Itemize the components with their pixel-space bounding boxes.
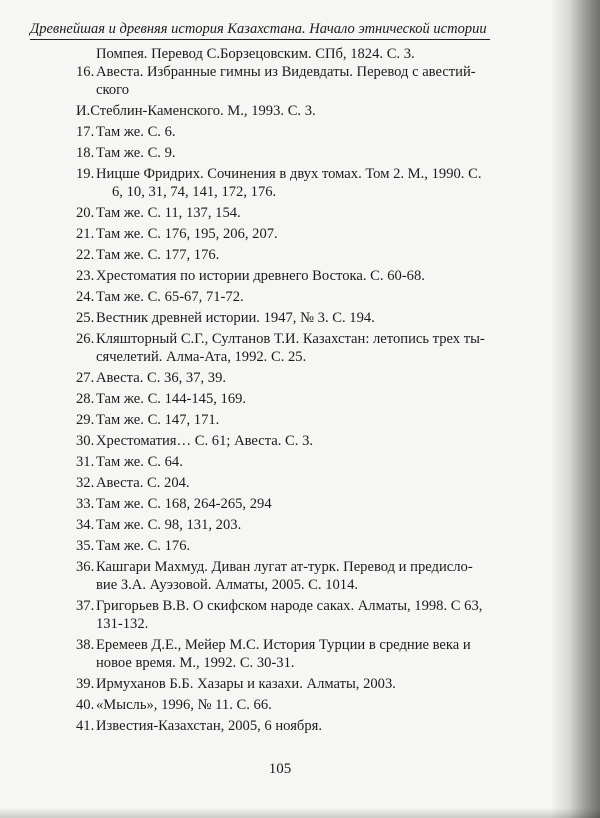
note-text: Известия-Казахстан, 2005, 6 ноября.: [96, 718, 322, 734]
note-27: [60, 369, 498, 387]
note-number: 32.: [76, 475, 95, 491]
note-text: Там же. С. 6.: [96, 124, 176, 140]
note-number: 39.: [76, 676, 95, 692]
note-40: [60, 696, 498, 714]
note-text: ского: [96, 82, 130, 98]
note-text: Там же. С. 176, 195, 206, 207.: [96, 226, 278, 242]
note-text: Ницше Фридрих. Сочинения в двух томах. Том 2. М., 1990. С.: [96, 166, 482, 182]
note-18: [60, 144, 498, 162]
note-text: Там же. С. 177, 176.: [96, 247, 220, 263]
note-number: 25.: [76, 310, 95, 326]
note-number: 36.: [76, 559, 95, 575]
note-text: Там же. С. 176.: [96, 538, 191, 554]
note-number: 20.: [76, 205, 95, 221]
note-number: 17.: [76, 124, 95, 140]
note-26: [60, 330, 498, 366]
note-text: Авеста. С. 204.: [96, 475, 190, 491]
note-30: [60, 432, 498, 450]
note-20: [60, 204, 498, 222]
note-number: 33.: [76, 496, 95, 512]
note-number: 21.: [76, 226, 95, 242]
note-text: Там же. С. 147, 171.: [96, 412, 220, 428]
note-text: Там же. С. 9.: [96, 145, 176, 161]
note-number: 26.: [76, 331, 95, 347]
note-text: 6, 10, 31, 74, 141, 172, 176.: [112, 184, 277, 200]
note-text: Там же. С. 11, 137, 154.: [96, 205, 241, 221]
page-number: 105: [268, 761, 292, 777]
note-number: 38.: [76, 637, 95, 653]
note-text: Там же. С. 98, 131, 203.: [96, 517, 242, 533]
note-number: 29.: [76, 412, 95, 428]
note-number: 30.: [76, 433, 95, 449]
note-number: 35.: [76, 538, 95, 554]
note-34: [60, 516, 498, 534]
note-29: [60, 411, 498, 429]
note-number: 16.: [76, 64, 95, 80]
note-number: 34.: [76, 517, 95, 533]
book-spine-shadow: [552, 0, 600, 818]
note-text: Еремеев Д.Е., Мейер М.С. История Турции в средние века и: [96, 637, 471, 653]
note-17: [60, 123, 498, 141]
note-35: [60, 537, 498, 555]
note-number: 40.: [76, 697, 95, 713]
note-text: Кашгари Махмуд. Диван лугат ат-турк. Перевод и предисло-: [96, 559, 473, 575]
note-text: «Мысль», 1996, № 11. С. 66.: [96, 697, 272, 713]
note-text: Вестник древней истории. 1947, № 3. С. 194.: [96, 310, 375, 326]
note-number: 41.: [76, 718, 95, 734]
note-33: [60, 495, 498, 513]
note-22: [60, 246, 498, 264]
note-39: [60, 675, 498, 693]
note-16: [60, 63, 498, 99]
note-number: 18.: [76, 145, 95, 161]
note-text: сячелетий. Алма-Ата, 1992. С. 25.: [96, 349, 307, 365]
endnotes-list: [60, 45, 498, 735]
note-text: 131-132.: [96, 616, 149, 632]
note-19: [60, 165, 498, 201]
note-23: [60, 267, 498, 285]
note-21: [60, 225, 498, 243]
note-text: Там же. С. 65-67, 71-72.: [96, 289, 244, 305]
note-15-continuation: Помпея. Перевод С.Борзецовским. СПб, 1824. С. 3.: [96, 46, 415, 62]
note-text: Кляшторный С.Г., Султанов Т.И. Казахстан: летопись трех ты-: [96, 331, 485, 347]
note-number: 27.: [76, 370, 95, 386]
note-41: [60, 717, 498, 735]
note-text: Ирмуханов Б.Б. Хазары и казахи. Алматы, 2003.: [96, 676, 396, 692]
note-number: 37.: [76, 598, 95, 614]
note-text: Там же. С. 168, 264-265, 294: [96, 496, 272, 512]
note-number: 28.: [76, 391, 95, 407]
note-text: новое время. М., 1992. С. 30-31.: [96, 655, 295, 671]
note-24: [60, 288, 498, 306]
note-text: Там же. С. 144-145, 169.: [96, 391, 247, 407]
note-38: [60, 636, 498, 672]
note-text: Хрестоматия по истории древнего Востока. С. 60-68.: [96, 268, 425, 284]
note-36: [60, 558, 498, 594]
note-number: 24.: [76, 289, 95, 305]
note-number: 31.: [76, 454, 95, 470]
note-32: [60, 474, 498, 492]
running-header: Древнейшая и древняя история Казахстана. Начало этнической истории: [30, 20, 490, 40]
note-31: [60, 453, 498, 471]
page-edge-shadow: [0, 808, 600, 818]
note-text: Авеста. Избранные гимны из Видевдаты. Перевод с авестий-: [96, 64, 476, 80]
note-25: [60, 309, 498, 327]
note-text: вие З.А. Ауэзовой. Алматы, 2005. С. 1014.: [96, 577, 359, 593]
note-text: Хрестоматия… С. 61; Авеста. С. 3.: [96, 433, 314, 449]
note-text: Григорьев В.В. О скифском народе саках. Алматы, 1998. С 63,: [96, 598, 483, 614]
note-number: 19.: [76, 166, 95, 182]
note-28: [60, 390, 498, 408]
note-text: Там же. С. 64.: [96, 454, 183, 470]
note-number: 22.: [76, 247, 95, 263]
note-37: [60, 597, 498, 633]
note-text: Авеста. С. 36, 37, 39.: [96, 370, 227, 386]
note-number: 23.: [76, 268, 95, 284]
note-16-translator: И.Стеблин-Каменского. М., 1993. С. 3.: [76, 103, 316, 119]
